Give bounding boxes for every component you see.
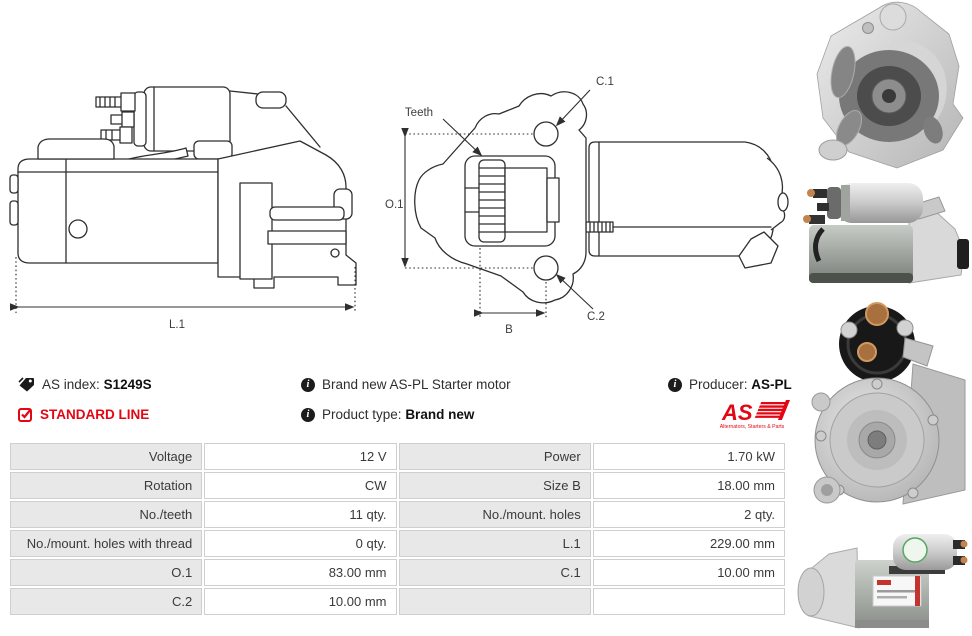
spec-value: 1.70 kW: [593, 443, 785, 470]
producer-value: AS-PL: [751, 377, 792, 392]
spec-label: Voltage: [10, 443, 202, 470]
table-row: [10, 472, 785, 499]
tag-icon: [18, 377, 35, 392]
spec-value: 0 qty.: [204, 530, 396, 557]
table-row: [10, 501, 785, 528]
spec-label: No./mount. holes with thread: [10, 530, 202, 557]
spec-label: Rotation: [10, 472, 202, 499]
spec-label: [399, 588, 591, 615]
dim-label-b: B: [505, 324, 513, 336]
info-icon: i: [301, 378, 315, 392]
product-photo-top-view[interactable]: [793, 0, 972, 173]
spec-label: O.1: [10, 559, 202, 586]
spec-value: 10.00 mm: [593, 559, 785, 586]
spec-value: 10.00 mm: [204, 588, 396, 615]
product-type: [301, 407, 474, 422]
spec-label: L.1: [399, 530, 591, 557]
spec-value: [593, 588, 785, 615]
table-row: [10, 443, 785, 470]
dim-label-c2: C.2: [587, 311, 605, 323]
as-index-value: S1249S: [103, 377, 152, 392]
dim-label-o1: O.1: [385, 199, 404, 211]
dim-label-teeth: Teeth: [404, 107, 434, 119]
spec-label: C.1: [399, 559, 591, 586]
spec-label: Power: [399, 443, 591, 470]
logo-tagline: Alternators, Starters & Parts: [719, 424, 785, 430]
as-index: [18, 377, 152, 392]
logo-text: AS: [722, 400, 753, 425]
checkbox-checked-icon: [18, 407, 33, 422]
product-type-label: Product type:: [322, 407, 402, 422]
table-row: [10, 530, 785, 557]
spec-label: C.2: [10, 588, 202, 615]
spec-value: 2 qty.: [593, 501, 785, 528]
product-photo-side-view[interactable]: [793, 177, 972, 290]
dim-label-c1: C.1: [596, 76, 614, 88]
info-icon: i: [301, 408, 315, 422]
spec-value: 12 V: [204, 443, 396, 470]
standard-line-badge: [18, 407, 149, 422]
spec-table: [8, 441, 787, 617]
producer: [668, 377, 792, 392]
spec-value: 11 qty.: [204, 501, 396, 528]
description-text: Brand new AS-PL Starter motor: [322, 377, 511, 392]
product-photo-column: [793, 0, 972, 636]
spec-label: Size B: [399, 472, 591, 499]
product-type-value: Brand new: [405, 407, 475, 422]
table-row: [10, 588, 785, 615]
spec-value: 18.00 mm: [593, 472, 785, 499]
spec-value: 83.00 mm: [204, 559, 396, 586]
product-photo-front-view[interactable]: [793, 294, 972, 516]
technical-drawing-side-view: [8, 85, 360, 335]
spec-label: No./mount. holes: [399, 501, 591, 528]
table-row: [10, 559, 785, 586]
standard-line-label: STANDARD LINE: [40, 407, 150, 422]
info-icon: i: [668, 378, 682, 392]
technical-drawing-front-view: [383, 62, 793, 352]
dim-label-l1: L.1: [169, 319, 185, 331]
producer-label: Producer:: [689, 377, 748, 392]
as-pl-logo: [712, 400, 792, 432]
spec-label: No./teeth: [10, 501, 202, 528]
product-photo-side-label-view[interactable]: [793, 520, 972, 634]
spec-value: CW: [204, 472, 396, 499]
spec-value: 229.00 mm: [593, 530, 785, 557]
as-index-label: AS index:: [42, 377, 100, 392]
product-description: [301, 377, 511, 392]
